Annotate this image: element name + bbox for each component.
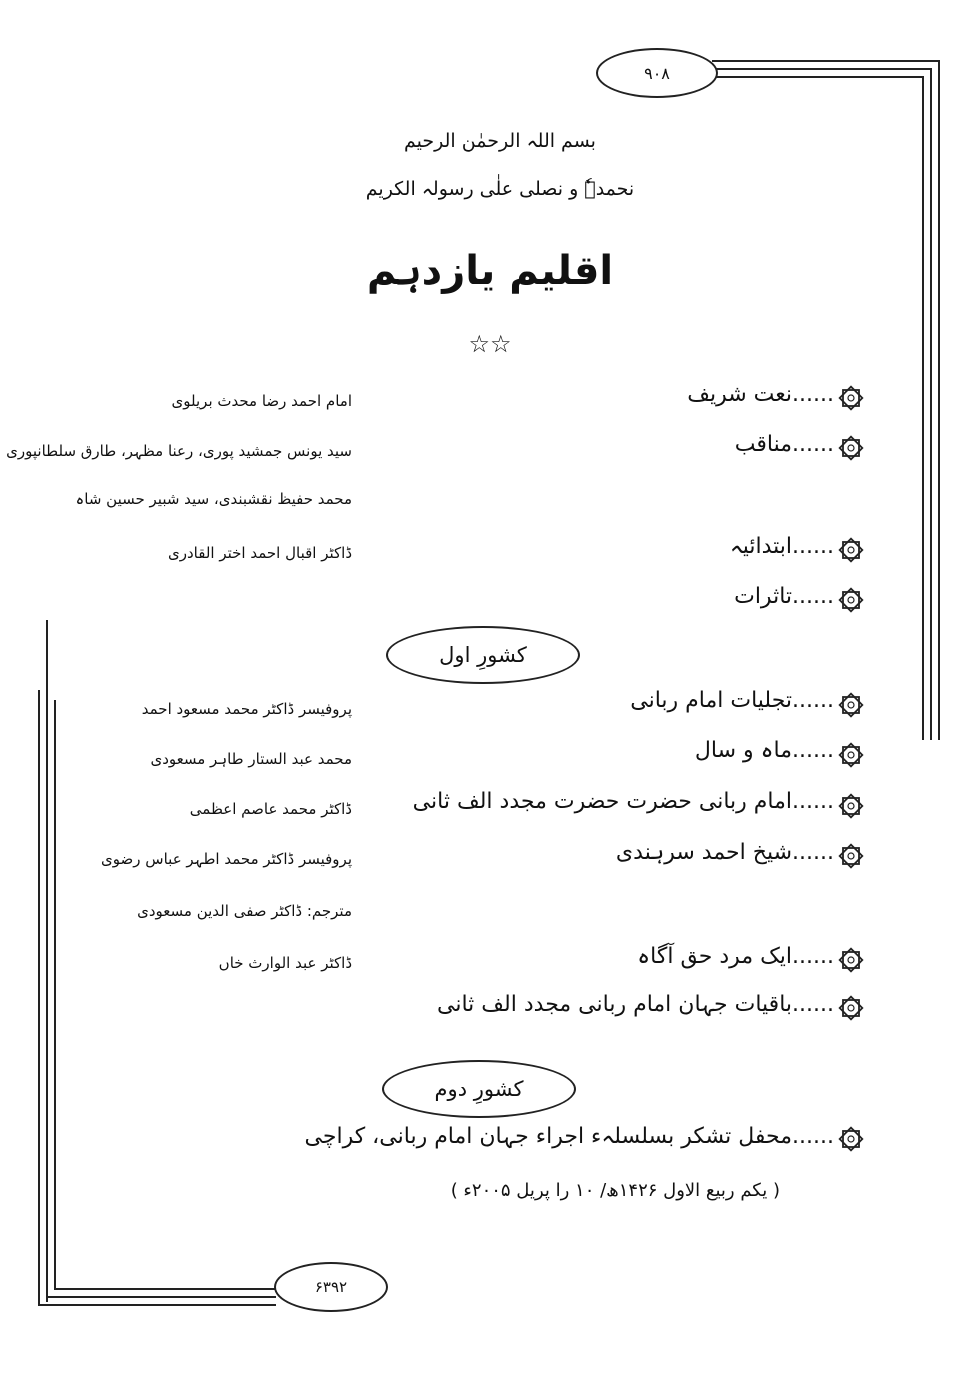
frame-left-line-inner2 — [54, 700, 56, 1290]
stars-ornament: ☆☆ — [468, 330, 512, 358]
ornament-bullet-icon — [838, 587, 864, 613]
entry-author-line2: محمد حفیظ نقشبندی، سید شبیر حسین شاہ — [75, 490, 352, 508]
entry-author: سید یونس جمشید پوری، رعنا مظہر، طارق سلطانپوری — [6, 442, 352, 460]
entry-author: ڈاکٹر اقبال احمد اختر القادری — [168, 544, 352, 562]
entry-title — [305, 1124, 834, 1149]
frame-top-line-inner — [712, 68, 932, 70]
frame-top-line-outer — [712, 60, 940, 62]
top-page-number-text: ۹۰۸ — [644, 63, 670, 83]
entry-subtitle: ( یکم ربیع الاول ۱۴۲۶ھ/ ۱۰ را پریل ۲۰۰۵ء ) — [450, 1180, 780, 1201]
entry-title — [687, 382, 834, 407]
entry-title-text: محفل تشکر بسلسلہء اجراء جہان امام ربانی، کراچی — [304, 1124, 793, 1149]
entry-title-text: تاثرات — [734, 584, 793, 609]
entry-title — [616, 840, 834, 865]
bottom-page-number — [274, 1262, 388, 1312]
entry-dots: ...... — [792, 840, 834, 865]
entry-title-text: ماہ و سال — [694, 738, 793, 763]
entry-title — [630, 688, 834, 713]
frame-right-line-inner — [930, 68, 932, 740]
entry-title-text: تجلیات امام ربانی — [630, 688, 793, 713]
entry-dots: ...... — [792, 382, 834, 407]
entry-dots: ...... — [792, 432, 834, 457]
entry-dots: ...... — [792, 584, 834, 609]
ornament-bullet-icon — [838, 843, 864, 869]
entry-author: پروفیسر ڈاکٹر محمد مسعود احمد — [141, 700, 352, 718]
entry-title — [734, 584, 834, 609]
frame-bottom-line-outer — [38, 1304, 276, 1306]
frame-right-line-outer — [938, 60, 940, 740]
entry-title — [695, 738, 834, 763]
ornament-bullet-icon — [838, 435, 864, 461]
entry-dots: ...... — [792, 789, 834, 814]
entry-title — [730, 534, 834, 559]
ornament-bullet-icon — [838, 995, 864, 1021]
ornament-bullet-icon — [838, 947, 864, 973]
section-heading-oval — [382, 1060, 576, 1118]
entry-title-text: مناقب — [734, 432, 793, 457]
entry-author: ڈاکٹر عبد الوارث خاں — [218, 954, 352, 972]
ornament-bullet-icon — [838, 692, 864, 718]
section-heading-text: کشورِ اول — [439, 643, 527, 667]
entry-author: پروفیسر ڈاکٹر محمد اطہر عباس رضوی — [101, 850, 352, 868]
entry-author: ڈاکٹر محمد عاصم اعظمی — [189, 800, 352, 818]
entry-title-text: باقیات جہان امام ربانی مجدد الف ثانی — [436, 992, 793, 1017]
frame-left-line-inner — [38, 690, 40, 1306]
entry-dots: ...... — [792, 688, 834, 713]
entry-dots: ...... — [792, 738, 834, 763]
basmala: بسم اللہ الرحمٰن الرحیم — [404, 130, 596, 152]
entry-title-text: شیخ احمد سرہندی — [615, 840, 793, 865]
entry-dots: ...... — [792, 992, 834, 1017]
entry-dots: ...... — [792, 534, 834, 559]
entry-title-text: نعت شریف — [687, 382, 793, 407]
top-page-number — [596, 48, 718, 98]
entry-dots: ...... — [792, 1124, 834, 1149]
entry-title — [413, 789, 834, 814]
ornament-bullet-icon — [838, 385, 864, 411]
frame-bottom-line-inner — [46, 1296, 276, 1298]
entry-title — [735, 432, 834, 457]
bottom-page-number-text: ۶۳۹۲ — [314, 1278, 348, 1296]
salutation: نحمدہٗ و نصلی علٰی رسولہ الکریم — [365, 178, 635, 200]
frame-left-line-outer — [46, 620, 48, 1302]
entry-title-text: ابتدائیہ — [729, 534, 793, 559]
entry-title-text: امام ربانی حضرت حضرت مجدد الف ثانی — [412, 789, 793, 814]
entry-author-line2: مترجم: ڈاکٹر صفی الدین مسعودی — [137, 902, 352, 920]
entry-title-text: ایک مرد حق آگاہ — [637, 944, 793, 969]
entry-dots: ...... — [792, 944, 834, 969]
ornament-bullet-icon — [838, 793, 864, 819]
entry-author: محمد عبد الستار طاہر مسعودی — [150, 750, 352, 768]
section-heading-text: کشورِ دوم — [434, 1077, 524, 1101]
main-title: اقلیم یازدہم — [366, 248, 614, 294]
frame-right-line-inner2 — [922, 76, 924, 740]
entry-author: امام احمد رضا محدث بریلوی — [171, 392, 352, 410]
entry-title — [437, 992, 834, 1017]
entry-title — [637, 944, 834, 969]
ornament-bullet-icon — [838, 537, 864, 563]
ornament-bullet-icon — [838, 1126, 864, 1152]
frame-bottom-line-inner2 — [54, 1288, 276, 1290]
ornament-bullet-icon — [838, 742, 864, 768]
section-heading-oval — [386, 626, 580, 684]
frame-top-line-inner2 — [712, 76, 924, 78]
